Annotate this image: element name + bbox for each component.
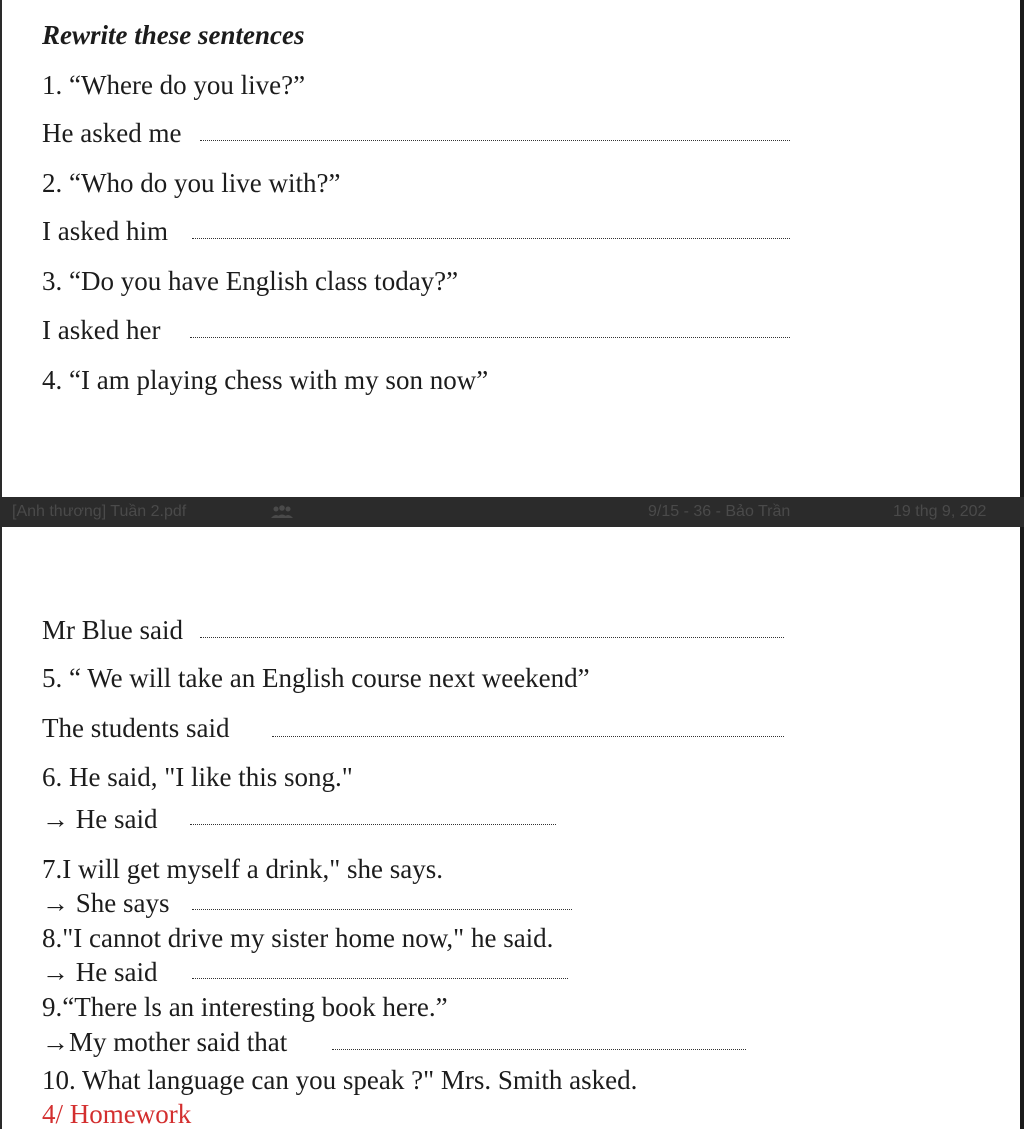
file-name[interactable]: [Anh thương] Tuần 2.pdf xyxy=(12,503,187,520)
question-6: 6. He said, "I like this song." xyxy=(42,762,353,792)
question-10: 10. What language can you speak ?" Mrs. Smith asked. xyxy=(42,1065,638,1095)
question-7: 7.I will get myself a drink," she says. xyxy=(42,854,443,884)
question-9: 9.“There ls an interesting book here.” xyxy=(42,992,448,1022)
answer-prompt-1: He asked me xyxy=(42,118,182,148)
answer-blank-2[interactable] xyxy=(192,238,790,239)
answer-blank-3[interactable] xyxy=(190,337,790,338)
answer-blank-5[interactable] xyxy=(272,736,784,737)
answer-prompt-9: →My mother said that xyxy=(42,1027,288,1057)
answer-prompt-2: I asked him xyxy=(42,216,168,246)
file-owner-info: 9/15 - 36 - Bảo Trần xyxy=(648,503,791,520)
question-8: 8."I cannot drive my sister home now," he said. xyxy=(42,923,554,953)
answer-prompt-8: → He said xyxy=(42,957,158,987)
answer-blank-1[interactable] xyxy=(200,140,790,141)
answer-prompt-6: → He said xyxy=(42,804,158,834)
answer-blank-4[interactable] xyxy=(200,637,784,638)
worksheet-page-bottom xyxy=(2,527,1020,1129)
answer-prompt-3: I asked her xyxy=(42,315,161,345)
file-date: 19 thg 9, 202 xyxy=(893,503,987,520)
question-4: 4. “I am playing chess with my son now” xyxy=(42,365,489,395)
right-frame-edge xyxy=(1020,0,1024,1129)
people-icon xyxy=(270,505,294,519)
question-1: 1. “Where do you live?” xyxy=(42,70,306,100)
answer-blank-7[interactable] xyxy=(192,909,572,910)
worksheet-page-top xyxy=(2,0,1020,497)
worksheet-heading: Rewrite these sentences xyxy=(42,20,305,50)
homework-heading: 4/ Homework xyxy=(42,1099,192,1129)
answer-blank-6[interactable] xyxy=(190,824,556,825)
question-5: 5. “ We will take an English course next weekend” xyxy=(42,663,590,693)
file-info-bar xyxy=(0,497,1024,527)
answer-prompt-5: The students said xyxy=(42,713,230,743)
question-3: 3. “Do you have English class today?” xyxy=(42,266,459,296)
answer-blank-8[interactable] xyxy=(192,978,568,979)
question-2: 2. “Who do you live with?” xyxy=(42,168,341,198)
answer-prompt-7: → She says xyxy=(42,888,170,918)
answer-prompt-4: Mr Blue said xyxy=(42,615,183,645)
answer-blank-9[interactable] xyxy=(332,1049,746,1050)
